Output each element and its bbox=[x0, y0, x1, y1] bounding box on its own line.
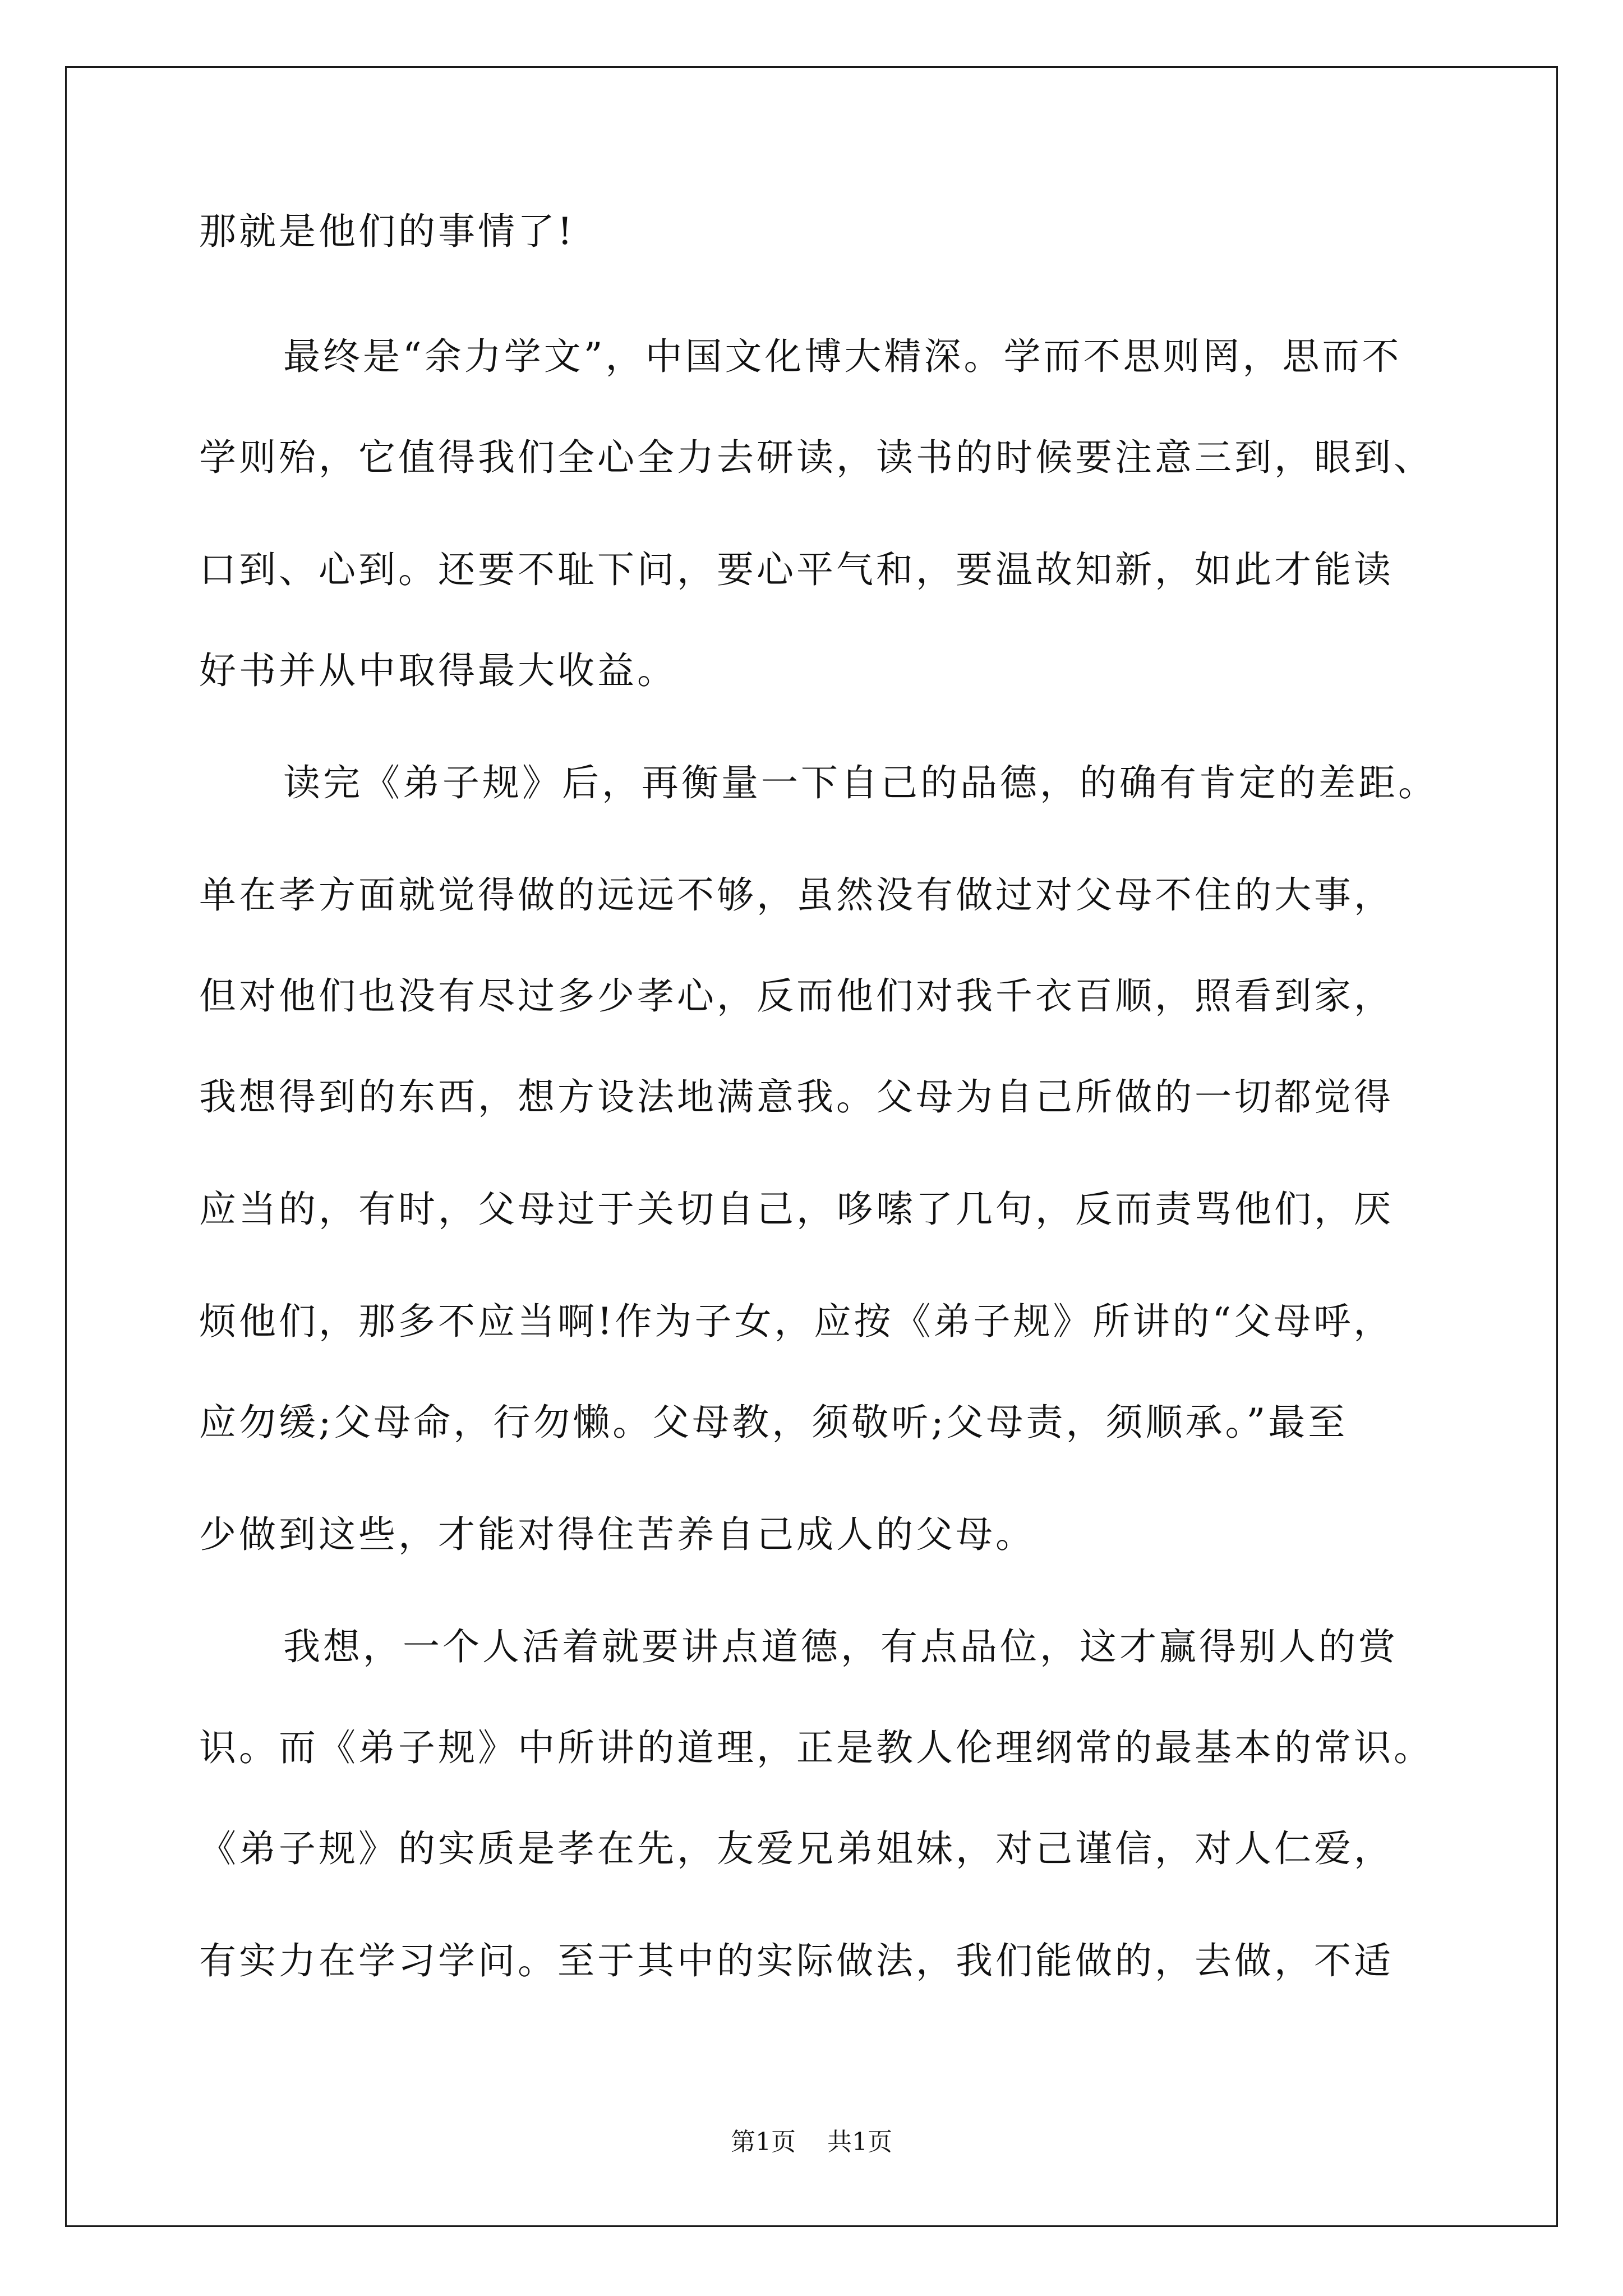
text-line: 识。而《弟子规》中所讲的道理，正是教人伦理纲常的最基本的常识。 bbox=[199, 1726, 1433, 1769]
text-line: 有实力在学习学问。至于其中的实际做法，我们能做的，去做，不适 bbox=[199, 1939, 1394, 1982]
text-line: 《弟子规》的实质是孝在先，友爱兄弟姐妹，对己谨信，对人仁爱， bbox=[199, 1827, 1394, 1870]
text-line: 口到、心到。还要不耻下问，要心平气和，要温故知新，如此才能读 bbox=[199, 548, 1394, 591]
page-footer bbox=[0, 2127, 1623, 2157]
text-line: 最终是“余力学文”，中国文化博大精深。学而不思则罔，思而不 bbox=[283, 335, 1402, 378]
text-line: 学则殆，它值得我们全心全力去研读，读书的时候要注意三到，眼到、 bbox=[199, 436, 1433, 479]
page-border bbox=[65, 66, 1558, 2227]
text-line: 应勿缓;父母命，行勿懒。父母教，须敬听;父母责，须顺承。”最至 bbox=[199, 1401, 1348, 1444]
text-line: 但对他们也没有尽过多少孝心，反而他们对我千衣百顺，照看到家， bbox=[199, 974, 1394, 1018]
text-line: 我想得到的东西，想方设法地满意我。父母为自己所做的一切都觉得 bbox=[199, 1075, 1394, 1119]
page-number: 第1页 bbox=[731, 2128, 796, 2156]
text-line: 那就是他们的事情了! bbox=[199, 210, 575, 253]
text-line: 应当的，有时，父母过于关切自己，哆嗦了几句，反而责骂他们，厌 bbox=[199, 1188, 1394, 1231]
page-total: 共1页 bbox=[827, 2128, 892, 2156]
text-line: 烦他们，那多不应当啊!作为子女，应按《弟子规》所讲的“父母呼， bbox=[199, 1300, 1394, 1343]
text-line: 少做到这些，才能对得住苦养自己成人的父母。 bbox=[199, 1513, 1035, 1556]
text-line: 读完《弟子规》后，再衡量一下自己的品德，的确有肯定的差距。 bbox=[283, 761, 1438, 804]
text-line: 好书并从中取得最大收益。 bbox=[199, 649, 677, 692]
text-line: 单在孝方面就觉得做的远远不够，虽然没有做过对父母不住的大事， bbox=[199, 873, 1394, 917]
text-line: 我想，一个人活着就要讲点道德，有点品位，这才赢得别人的赏 bbox=[283, 1625, 1398, 1668]
